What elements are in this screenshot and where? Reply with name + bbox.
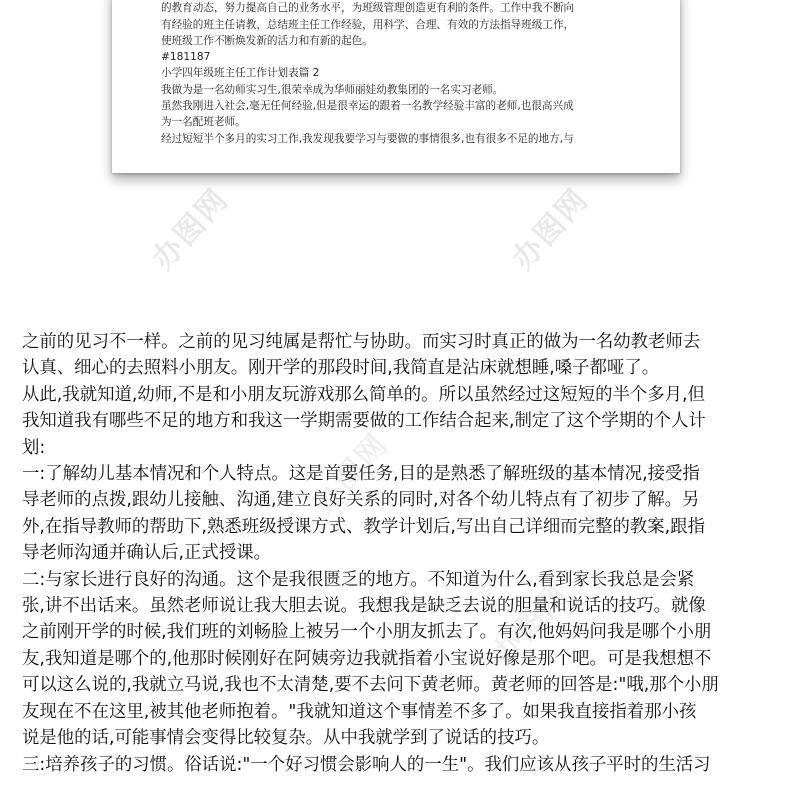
preview-line: 虽然我刚进入社会,毫无任何经验,但是很幸运的跟着一名教学经验丰富的老师,也很高兴成 — [161, 100, 574, 113]
body-line: 一:了解幼儿基本情况和个人特点。这是首要任务,目的是熟悉了解班级的基本情况,接受指 — [22, 464, 700, 485]
document-title: 小学四年级班主任工作计划表篇 2 — [161, 67, 320, 80]
body-line: 三:培养孩子的习惯。俗话说:"一个好习惯会影响人的一生"。我们应该从孩子平时的生活习 — [22, 754, 711, 775]
preview-text — [161, 0, 671, 147]
document-id: #181187 — [161, 51, 211, 64]
preview-line: 为一名配班老师。 — [161, 116, 246, 129]
body-line: 划: — [22, 437, 46, 458]
top-preview-area — [0, 0, 800, 300]
body-line: 张,讲不出话来。虽然老师说让我大胆去说。我想我是缺乏去说的胆量和说话的技巧。就像 — [22, 596, 706, 617]
body-line: 可以这么说的,我就立马说,我也不太清楚,要不去问下黄老师。黄老师的回答是:"哦,那个小朋 — [22, 675, 719, 696]
preview-line: 有经验的班主任请教，总结班主任工作经验，用科学、合理、有效的方法指导班级工作， — [161, 18, 575, 31]
watermark: 办图网 — [145, 181, 236, 277]
preview-line: 我做为是一名幼师实习生,很荣幸成为华师丽娃幼教集团的一名实习老师。 — [161, 83, 504, 96]
body-line: 导老师的点拨,跟幼儿接触、沟通,建立良好关系的同时,对各个幼儿特点有了初步了解。另 — [22, 490, 700, 511]
body-line: 导老师沟通并确认后,正式授课。 — [22, 543, 271, 564]
article-body — [22, 329, 782, 778]
document-preview-card — [112, 0, 680, 173]
preview-line: 的教育动态，努力提高自己的业务水平，为班级管理创造更有利的条件。工作中我不断向 — [161, 2, 575, 15]
body-line: 之前的见习不一样。之前的见习纯属是帮忙与协助。而实习时真正的做为一名幼教老师去 — [22, 332, 701, 352]
body-line: 外,在指导教师的帮助下,熟悉班级授课方式、教学计划后,写出自己详细而完整的教案,跟指 — [22, 516, 705, 537]
preview-line: 使班级工作不断焕发新的活力和有新的起色。 — [161, 34, 373, 47]
body-line: 二:与家长进行良好的沟通。这个是我很匮乏的地方。不知道为什么,看到家长我总是会紧 — [22, 569, 695, 590]
body-line: 我知道我有哪些不足的地方和我这一学期需要做的工作结合起来,制定了这个学期的个人计 — [22, 411, 706, 432]
watermark: 办图网 — [485, 576, 576, 672]
body-line: 友现在不在这里,被其他老师抱着。"我就知道这个事情差不多了。如果我直接指着那小孩 — [22, 701, 697, 722]
body-line: 之前刚开学的时候,我们班的刘畅脸上被另一个小朋友抓去了。有次,他妈妈问我是哪个小朋 — [22, 622, 712, 643]
watermark: 办图网 — [305, 426, 396, 522]
body-line: 友,我知道是哪个的,他那时候刚好在阿姨旁边我就指着小宝说好像是那个吧。可是我想想不 — [22, 648, 712, 669]
preview-line: 经过短短半个多月的实习工作,我发现我要学习与要做的事情很多,也有很多不足的地方,与 — [161, 132, 574, 145]
watermark: 办图网 — [505, 181, 596, 277]
body-line: 认真、细心的去照料小朋友。刚开学的那段时间,我简直是沾床就想睡,嗓子都哑了。 — [22, 358, 660, 379]
body-line: 说是他的话,可能事情会变得比较复杂。从中我就学到了说话的技巧。 — [22, 728, 550, 749]
body-line: 从此,我就知道,幼师,不是和小朋友玩游戏那么简单的。所以虽然经过这短短的半个多月,但 — [22, 384, 705, 405]
